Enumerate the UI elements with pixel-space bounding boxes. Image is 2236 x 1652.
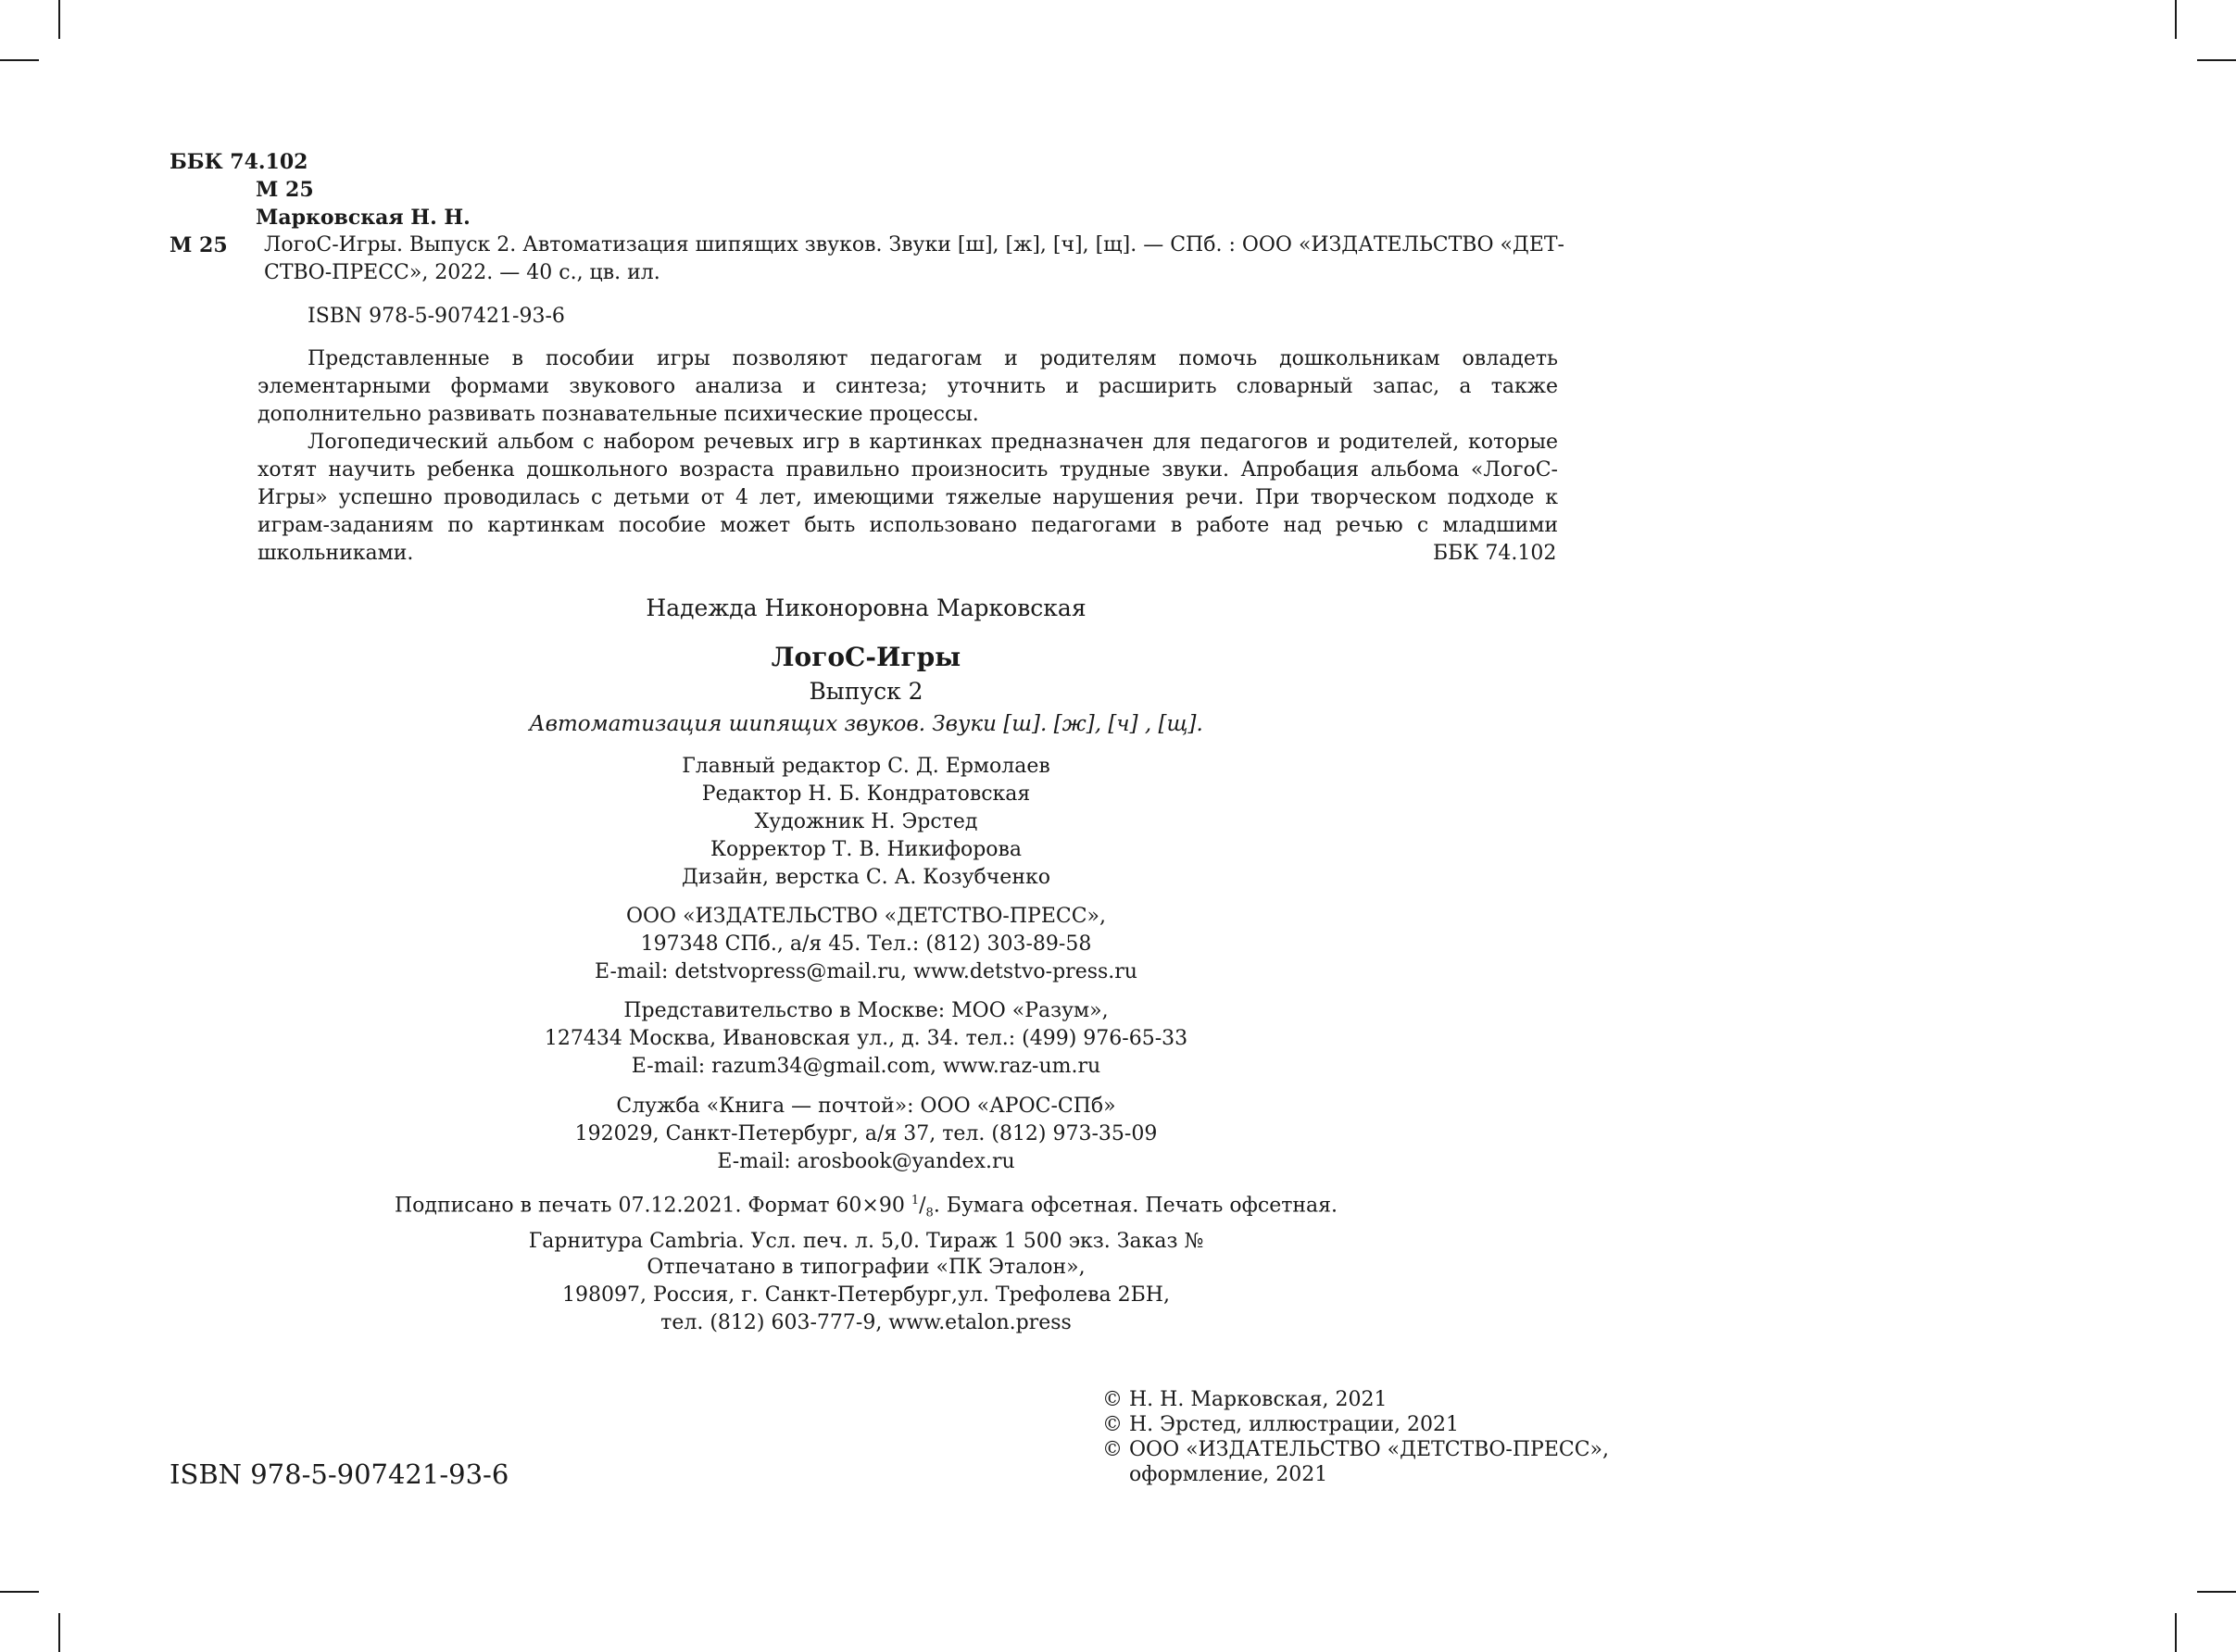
crop-mark-bottom-left-h	[0, 1591, 39, 1593]
moscow-office	[315, 997, 1417, 1081]
crop-mark-bottom-right-v	[2175, 1613, 2177, 1652]
publisher-email: E-mail: detstvopress@mail.ru, www.detstvo-press.ru	[595, 960, 1137, 983]
book-subtitle: Автоматизация шипящих звуков. Звуки [ш]. [ж], [ч] , [щ].	[529, 712, 1203, 736]
print-line-1: Подписано в печать 07.12.2021. Формат 60×90 $^1/_8$. Бумага офсетная. Печать офсетная.	[394, 1194, 1338, 1220]
copyright-block	[1102, 1387, 1609, 1487]
printer-address: 198097, Россия, г. Санкт-Петербург,ул. Трефолева 2БН,	[562, 1283, 1170, 1307]
author-name: Марковская Н. Н.	[256, 206, 471, 230]
author-full-name: Надежда Никоноровна Марковская	[646, 594, 1087, 621]
moscow-address: 127434 Москва, Ивановская ул., д. 34. тел.: (499) 976-65-33	[544, 1027, 1188, 1050]
printer-info	[315, 1254, 1417, 1337]
description-line-1: ЛогоС-Игры. Выпуск 2. Автоматизация шипящих звуков. Звуки [ш], [ж], [ч], [щ]. — СПб. : ООО «ИЗДАТЕЛЬСТВО «ДЕТ-	[264, 233, 1564, 257]
title-block	[315, 593, 1417, 739]
crop-mark-top-left-v	[58, 0, 60, 39]
isbn-footer: ISBN 978-5-907421-93-6	[170, 1458, 509, 1490]
bbk-code: ББК 74.102	[170, 150, 308, 174]
crop-mark-top-left-h	[0, 59, 39, 61]
bbk-right: ББК 74.102	[1433, 542, 1557, 565]
copyright-illustrations: © Н. Эрстед, иллюстрации, 2021	[1102, 1413, 1460, 1436]
credit-artist: Художник Н. Эрстед	[754, 810, 978, 833]
credit-proofreader: Корректор Т. В. Никифорова	[710, 838, 1023, 861]
credits-list	[315, 753, 1417, 892]
copyright-author: © Н. Н. Марковская, 2021	[1102, 1388, 1388, 1411]
credit-chief-editor: Главный редактор С. Д. Ермолаев	[682, 755, 1050, 778]
publisher-name: ООО «ИЗДАТЕЛЬСТВО «ДЕТСТВО-ПРЕСС»,	[625, 905, 1106, 928]
moscow-name: Представительство в Москве: МОО «Разум»,	[623, 999, 1109, 1022]
issue-number: Выпуск 2	[809, 678, 923, 705]
crop-mark-top-right-h	[2197, 59, 2236, 61]
publisher-info	[315, 903, 1417, 986]
annotation-paragraph-2: Логопедический альбом с набором речевых игр в картинках предназначен для педагогов и родителей, которые хотят научить ребенка дошкольного возраста правильно произносить трудные звуки. Апробация альбома «ЛогоС-Игры» успешно проводилась с детьми от 4 лет, имеющими тяжелые нарушения речи. При творческом подходе к играм-заданиям по картинкам пособие может быть использовано педагогами в работе над речью с младшими школьниками.	[258, 431, 1558, 565]
print-info	[315, 1187, 1417, 1256]
copyright-design: оформление, 2021	[1129, 1463, 1328, 1486]
isbn-header: ISBN 978-5-907421-93-6	[308, 305, 565, 328]
service-email: E-mail: arosbook@yandex.ru	[717, 1150, 1015, 1173]
printer-contacts: тел. (812) 603-777-9, www.etalon.press	[660, 1311, 1072, 1334]
crop-mark-top-right-v	[2175, 0, 2177, 39]
credit-design: Дизайн, верстка С. А. Козубченко	[682, 866, 1050, 889]
book-title: ЛогоС-Игры	[771, 642, 961, 672]
credit-editor: Редактор Н. Б. Кондратовская	[701, 782, 1031, 806]
service-name: Служба «Книга — почтой»: ООО «АРОС-СПб»	[616, 1095, 1116, 1118]
author-index: М 25	[256, 178, 314, 202]
description-line-2: СТВО-ПРЕСС», 2022. — 40 с., цв. ил.	[264, 261, 660, 284]
crop-mark-bottom-left-v	[58, 1613, 60, 1652]
crop-mark-bottom-right-h	[2197, 1591, 2236, 1593]
annotation-paragraph-1: Представленные в пособии игры позволяют педагогам и родителям помочь дошкольникам овладеть элементарными формами звукового анализа и синтеза; уточнить и расширить словарный запас, а также дополнительно развивать познавательные психические процессы.	[258, 347, 1558, 426]
service-address: 192029, Санкт-Петербург, а/я 37, тел. (812) 973-35-09	[574, 1122, 1158, 1145]
publisher-address: 197348 СПб., а/я 45. Тел.: (812) 303-89-58	[640, 932, 1092, 956]
left-index: М 25	[170, 233, 228, 257]
print-line-2: Гарнитура Cambria. Усл. печ. л. 5,0. Тираж 1 500 экз. Заказ №	[528, 1229, 1204, 1253]
copyright-publisher: © ООО «ИЗДАТЕЛЬСТВО «ДЕТСТВО-ПРЕСС»,	[1102, 1438, 1610, 1461]
moscow-email: E-mail: razum34@gmail.com, www.raz-um.ru	[631, 1055, 1101, 1078]
mail-service	[315, 1093, 1417, 1176]
printer-name: Отпечатано в типографии «ПК Эталон»,	[647, 1256, 1086, 1279]
